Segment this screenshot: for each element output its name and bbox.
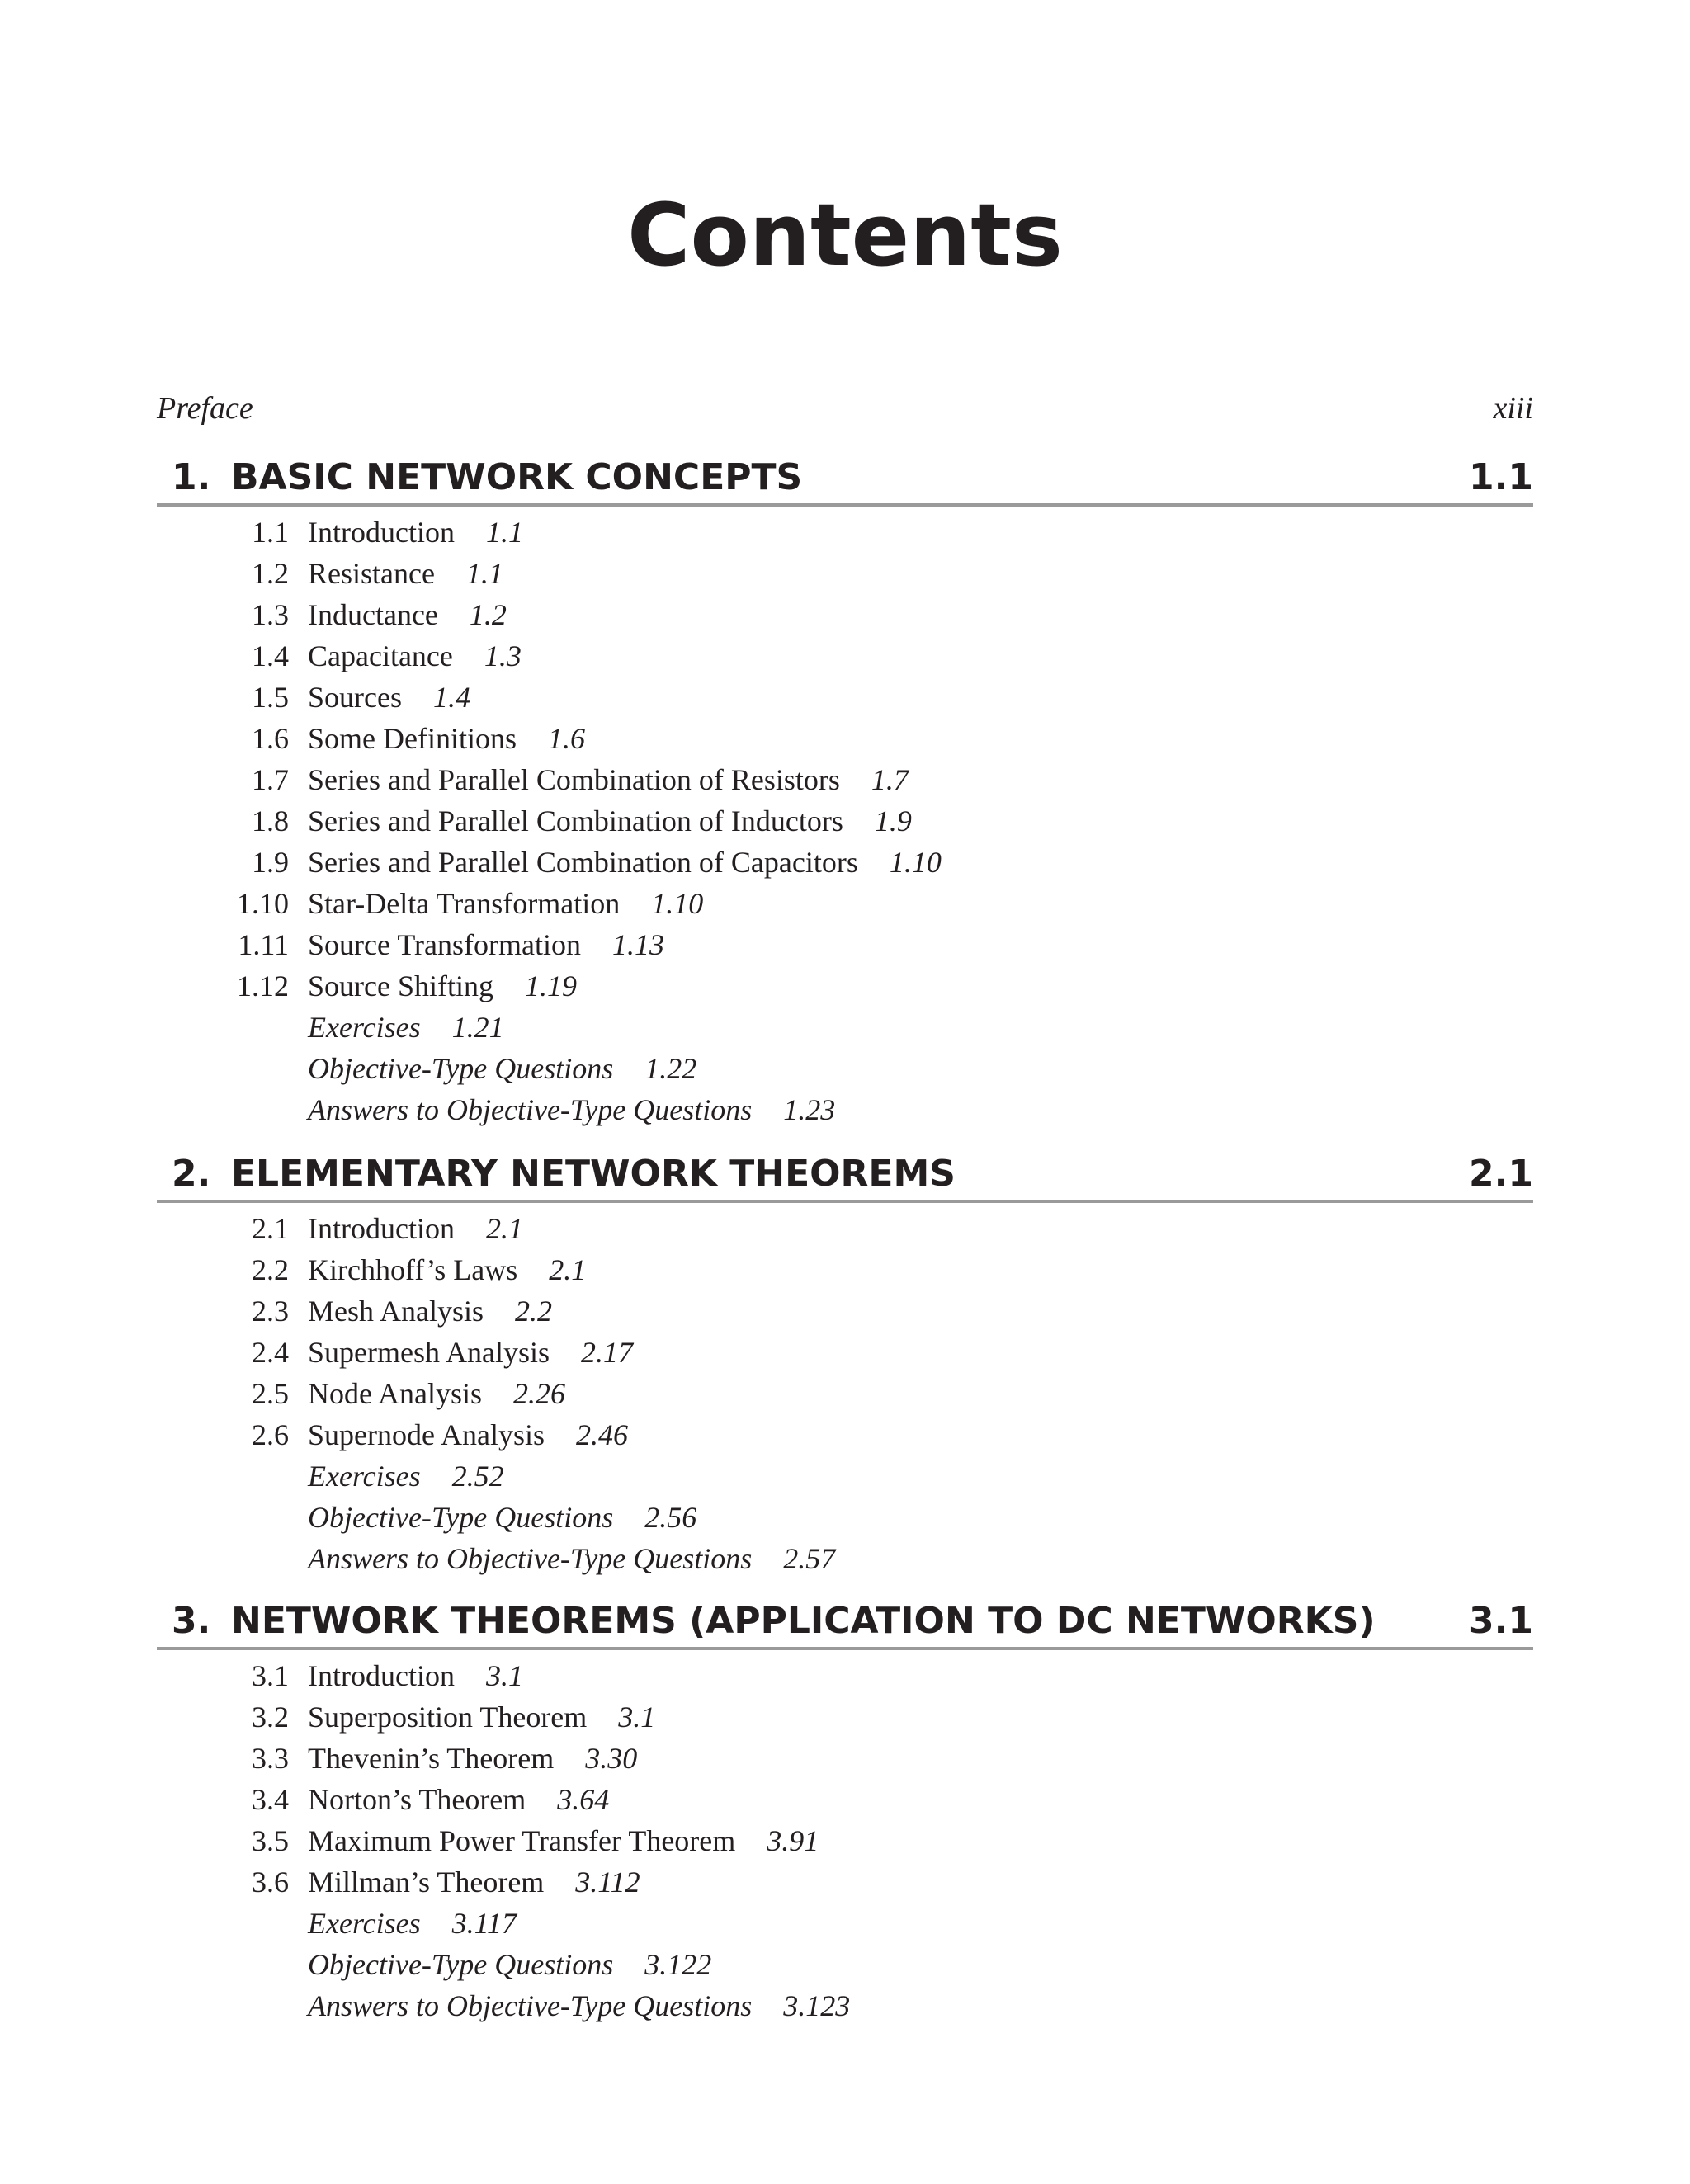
section-entry[interactable]	[157, 718, 1533, 759]
extra-page: 1.23	[783, 1093, 836, 1126]
extra-title: Objective-Type Questions	[308, 1948, 614, 1981]
section-page: 3.64	[557, 1783, 610, 1816]
section-entry[interactable]	[157, 512, 1533, 553]
section-title: Some Definitions	[308, 722, 517, 755]
section-entry[interactable]	[157, 594, 1533, 635]
section-number: 1.10	[237, 887, 289, 920]
section-title: Supernode Analysis	[308, 1418, 545, 1451]
section-page: 1.1	[485, 516, 523, 549]
section-page: 2.2	[515, 1295, 553, 1328]
section-number: 2.4	[252, 1336, 289, 1369]
section-title: Node Analysis	[308, 1377, 482, 1410]
section-number: 2.3	[252, 1295, 289, 1328]
section-entry[interactable]	[157, 1820, 1533, 1861]
section-page: 1.7	[871, 763, 909, 796]
section-entry[interactable]	[157, 759, 1533, 800]
chapter-number: 2.	[172, 1153, 211, 1195]
extra-entry[interactable]	[157, 1985, 1533, 2026]
toc-entry-preface[interactable]	[157, 388, 1533, 429]
extra-title: Exercises	[308, 1011, 421, 1044]
extra-entry[interactable]	[157, 1007, 1533, 1048]
section-entry[interactable]	[157, 1249, 1533, 1290]
section-title: Mesh Analysis	[308, 1295, 484, 1328]
section-entry[interactable]	[157, 553, 1533, 594]
section-number: 1.1	[252, 516, 289, 549]
section-entry[interactable]	[157, 635, 1533, 677]
extra-entry[interactable]	[157, 1048, 1533, 1089]
section-title: Supermesh Analysis	[308, 1336, 550, 1369]
chapter-title: NETWORK THEOREMS (APPLICATION TO DC NETWORKS)	[231, 1600, 1376, 1642]
section-page: 2.26	[513, 1377, 565, 1410]
section-page: 3.30	[585, 1742, 638, 1775]
section-page: 1.3	[484, 639, 522, 672]
section-number: 1.5	[252, 681, 289, 714]
chapter-3	[157, 1596, 1533, 2026]
section-title: Star-Delta Transformation	[308, 887, 621, 920]
preface-label: Preface	[157, 391, 253, 426]
section-number: 1.6	[252, 722, 289, 755]
section-title: Series and Parallel Combination of Capacitors	[308, 846, 858, 879]
section-page: 1.10	[651, 887, 704, 920]
section-title: Resistance	[308, 557, 435, 590]
section-entry[interactable]	[157, 1861, 1533, 1903]
chapter-title: ELEMENTARY NETWORK THEOREMS	[231, 1153, 956, 1195]
section-entry[interactable]	[157, 1738, 1533, 1779]
section-entry[interactable]	[157, 1373, 1533, 1414]
extra-entry[interactable]	[157, 1903, 1533, 1944]
chapter-title: BASIC NETWORK CONCEPTS	[231, 456, 803, 498]
chapter-heading[interactable]	[157, 1596, 1533, 1650]
extra-entry[interactable]	[157, 1497, 1533, 1538]
chapter-page: 3.1	[1469, 1600, 1533, 1642]
section-page: 1.1	[465, 557, 503, 590]
section-entry[interactable]	[157, 800, 1533, 842]
section-page: 2.1	[485, 1212, 523, 1245]
section-number: 1.9	[252, 846, 289, 879]
preface-page: xiii	[1493, 391, 1533, 426]
section-page: 1.13	[611, 928, 664, 961]
section-list	[157, 512, 1533, 1130]
chapter-number: 3.	[172, 1600, 211, 1642]
chapter-1	[157, 452, 1533, 1130]
extra-page: 1.22	[644, 1052, 697, 1085]
section-entry[interactable]	[157, 1696, 1533, 1738]
section-number: 1.11	[238, 928, 289, 961]
extra-title: Answers to Objective-Type Questions	[308, 1542, 753, 1575]
section-number: 1.3	[252, 598, 289, 631]
extra-title: Exercises	[308, 1460, 421, 1493]
section-page: 2.1	[549, 1253, 587, 1286]
section-entry[interactable]	[157, 677, 1533, 718]
chapter-heading[interactable]	[157, 1149, 1533, 1203]
section-entry[interactable]	[157, 924, 1533, 965]
section-page: 3.1	[618, 1701, 656, 1734]
section-number: 1.2	[252, 557, 289, 590]
section-title: Series and Parallel Combination of Inductors	[308, 804, 843, 837]
section-title: Thevenin’s Theorem	[308, 1742, 555, 1775]
section-entry[interactable]	[157, 1290, 1533, 1332]
section-title: Source Transformation	[308, 928, 581, 961]
section-number: 3.5	[252, 1824, 289, 1857]
section-title: Sources	[308, 681, 402, 714]
section-entry[interactable]	[157, 965, 1533, 1007]
page-title: Contents	[627, 185, 1063, 285]
extra-page: 2.56	[644, 1501, 697, 1534]
section-number: 1.12	[237, 969, 289, 1002]
section-number: 2.6	[252, 1418, 289, 1451]
extra-page: 1.21	[451, 1011, 504, 1044]
section-title: Maximum Power Transfer Theorem	[308, 1824, 736, 1857]
section-entry[interactable]	[157, 1414, 1533, 1455]
section-entry[interactable]	[157, 1655, 1533, 1696]
extra-title: Objective-Type Questions	[308, 1501, 614, 1534]
section-page: 3.112	[575, 1866, 640, 1899]
section-page: 2.46	[575, 1418, 628, 1451]
section-number: 2.5	[252, 1377, 289, 1410]
chapter-heading[interactable]	[157, 452, 1533, 507]
section-title: Series and Parallel Combination of Resistors	[308, 763, 840, 796]
section-page: 1.19	[524, 969, 577, 1002]
section-page: 1.10	[889, 846, 942, 879]
extra-title: Exercises	[308, 1907, 421, 1940]
section-number: 1.4	[252, 639, 289, 672]
section-number: 2.2	[252, 1253, 289, 1286]
section-title: Millman’s Theorem	[308, 1866, 545, 1899]
section-list	[157, 1655, 1533, 2026]
section-title: Introduction	[308, 1659, 455, 1692]
section-number: 1.7	[252, 763, 289, 796]
section-number: 3.3	[252, 1742, 289, 1775]
section-page: 1.6	[547, 722, 585, 755]
extra-entry[interactable]	[157, 1944, 1533, 1985]
extra-entry[interactable]	[157, 1089, 1533, 1130]
section-number: 1.8	[252, 804, 289, 837]
section-number: 3.4	[252, 1783, 289, 1816]
section-number: 3.6	[252, 1866, 289, 1899]
section-entry[interactable]	[157, 842, 1533, 883]
chapter-page: 1.1	[1469, 456, 1533, 498]
section-page: 1.9	[874, 804, 912, 837]
section-page: 1.4	[432, 681, 470, 714]
section-title: Capacitance	[308, 639, 453, 672]
section-title: Introduction	[308, 1212, 455, 1245]
section-title: Kirchhoff’s Laws	[308, 1253, 518, 1286]
section-entry[interactable]	[157, 1779, 1533, 1820]
chapter-page: 2.1	[1469, 1153, 1533, 1195]
extra-page: 3.123	[783, 1989, 851, 2022]
section-number: 2.1	[252, 1212, 289, 1245]
extra-entry[interactable]	[157, 1538, 1533, 1579]
section-page: 1.2	[469, 598, 507, 631]
section-title: Introduction	[308, 516, 455, 549]
extra-entry[interactable]	[157, 1455, 1533, 1497]
section-title: Norton’s Theorem	[308, 1783, 526, 1816]
section-number: 3.2	[252, 1701, 289, 1734]
section-number: 3.1	[252, 1659, 289, 1692]
extra-title: Answers to Objective-Type Questions	[308, 1093, 753, 1126]
section-page: 2.17	[581, 1336, 633, 1369]
chapter-2	[157, 1149, 1533, 1579]
extra-page: 3.122	[644, 1948, 712, 1981]
extra-page: 2.52	[451, 1460, 504, 1493]
extra-page: 3.117	[451, 1907, 517, 1940]
chapter-number: 1.	[172, 456, 211, 498]
section-title: Superposition Theorem	[308, 1701, 588, 1734]
section-page: 3.1	[485, 1659, 523, 1692]
section-page: 3.91	[767, 1824, 819, 1857]
section-entry[interactable]	[157, 1208, 1533, 1249]
extra-title: Answers to Objective-Type Questions	[308, 1989, 753, 2022]
extra-title: Objective-Type Questions	[308, 1052, 614, 1085]
extra-page: 2.57	[783, 1542, 836, 1575]
section-entry[interactable]	[157, 883, 1533, 924]
section-title: Source Shifting	[308, 969, 493, 1002]
section-title: Inductance	[308, 598, 438, 631]
section-entry[interactable]	[157, 1332, 1533, 1373]
section-list	[157, 1208, 1533, 1579]
